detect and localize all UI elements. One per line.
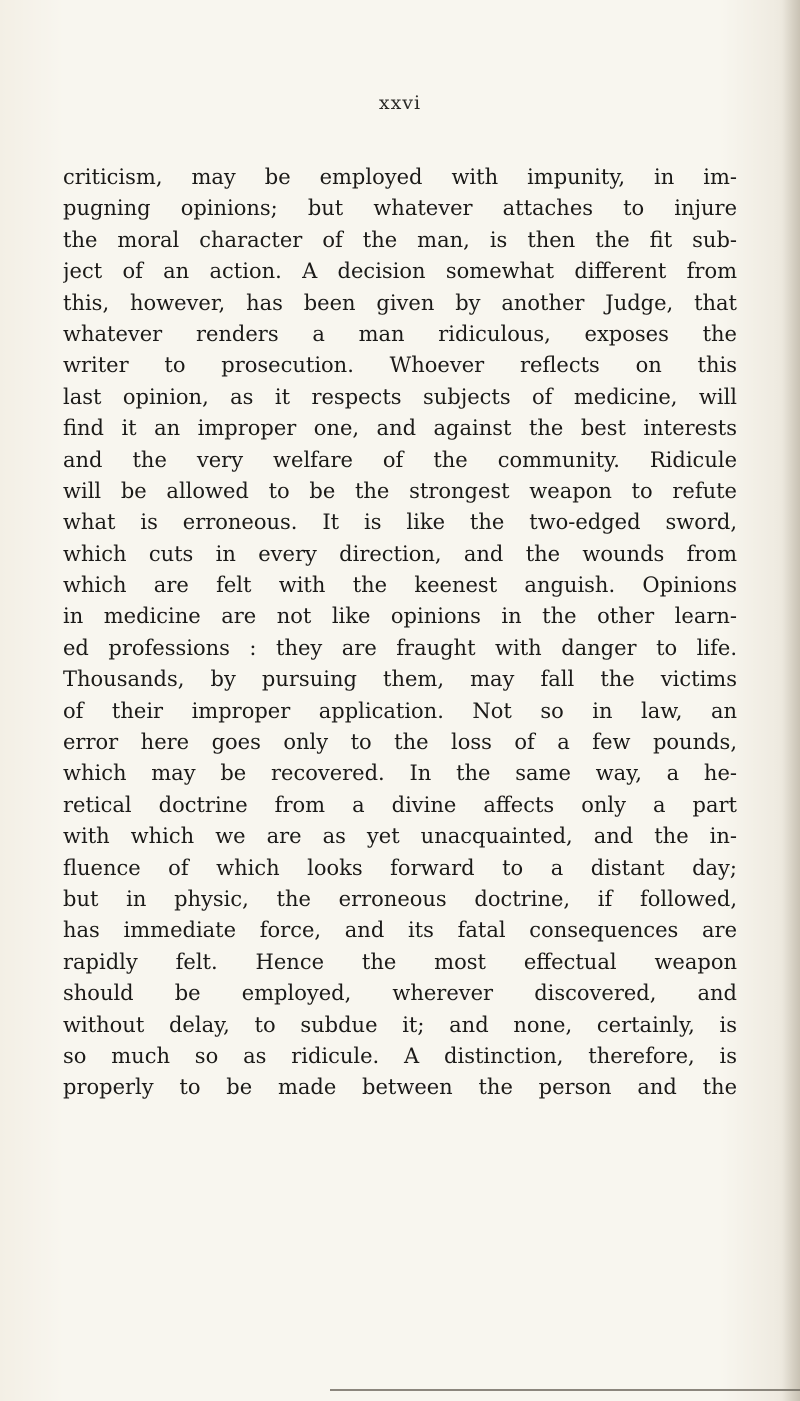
text-line: without delay, to subdue it; and none, certainly, is [63, 1012, 737, 1037]
text-line: ed professions : they are fraught with danger to life. [63, 635, 737, 660]
text-line: in medicine are not like opinions in the other learn- [63, 604, 737, 629]
text-line: Thousands, by pursuing them, may fall the victims [63, 667, 737, 692]
text-line: fluence of which looks forward to a distant day; [63, 855, 737, 880]
text-line: which are felt with the keenest anguish. Opinions [63, 573, 737, 598]
text-line: and the very welfare of the community. Ridicule [63, 447, 737, 472]
text-line: ject of an action. A decision somewhat different from [63, 259, 737, 284]
text-line: last opinion, as it respects subjects of medicine, will [63, 384, 737, 409]
text-line: which may be recovered. In the same way, a he- [63, 761, 737, 786]
text-line: of their improper application. Not so in law, an [63, 698, 737, 723]
text-line: criticism, may be employed with impunity, in im- [63, 165, 737, 189]
text-line: find it an improper one, and against the best interests [63, 416, 737, 441]
text-line: which cuts in every direction, and the wounds from [63, 541, 737, 566]
text-line: so much so as ridicule. A distinction, therefore, is [63, 1043, 737, 1068]
text-line: this, however, has been given by another Judge, that [63, 290, 737, 315]
bottom-rule [330, 1389, 800, 1391]
text-line: error here goes only to the loss of a few pounds, [63, 730, 737, 755]
text-line: has immediate force, and its fatal consequences are [63, 918, 737, 943]
text-line: should be employed, wherever discovered, and [63, 981, 737, 1006]
body-text [63, 162, 737, 1104]
text-line: will be allowed to be the strongest weapon to refute [63, 478, 737, 503]
text-line: retical doctrine from a divine affects only a part [63, 792, 737, 817]
text-line: what is erroneous. It is like the two-edged sword, [63, 510, 737, 535]
text-line: but in physic, the erroneous doctrine, if followed, [63, 886, 737, 911]
text-line: with which we are as yet unacquainted, and the in- [63, 824, 737, 849]
page-edge-shadow [782, 0, 800, 1401]
text-line: properly to be made between the person and the [63, 1075, 737, 1100]
text-line: the moral character of the man, is then the fit sub- [63, 227, 737, 252]
text-line: pugning opinions; but whatever attaches to injure [63, 196, 737, 221]
text-line: whatever renders a man ridiculous, exposes the [63, 321, 737, 346]
page-number: xxvi [378, 92, 422, 114]
text-line: writer to prosecution. Whoever reflects on this [63, 353, 737, 378]
text-line: rapidly felt. Hence the most effectual weapon [63, 949, 737, 974]
